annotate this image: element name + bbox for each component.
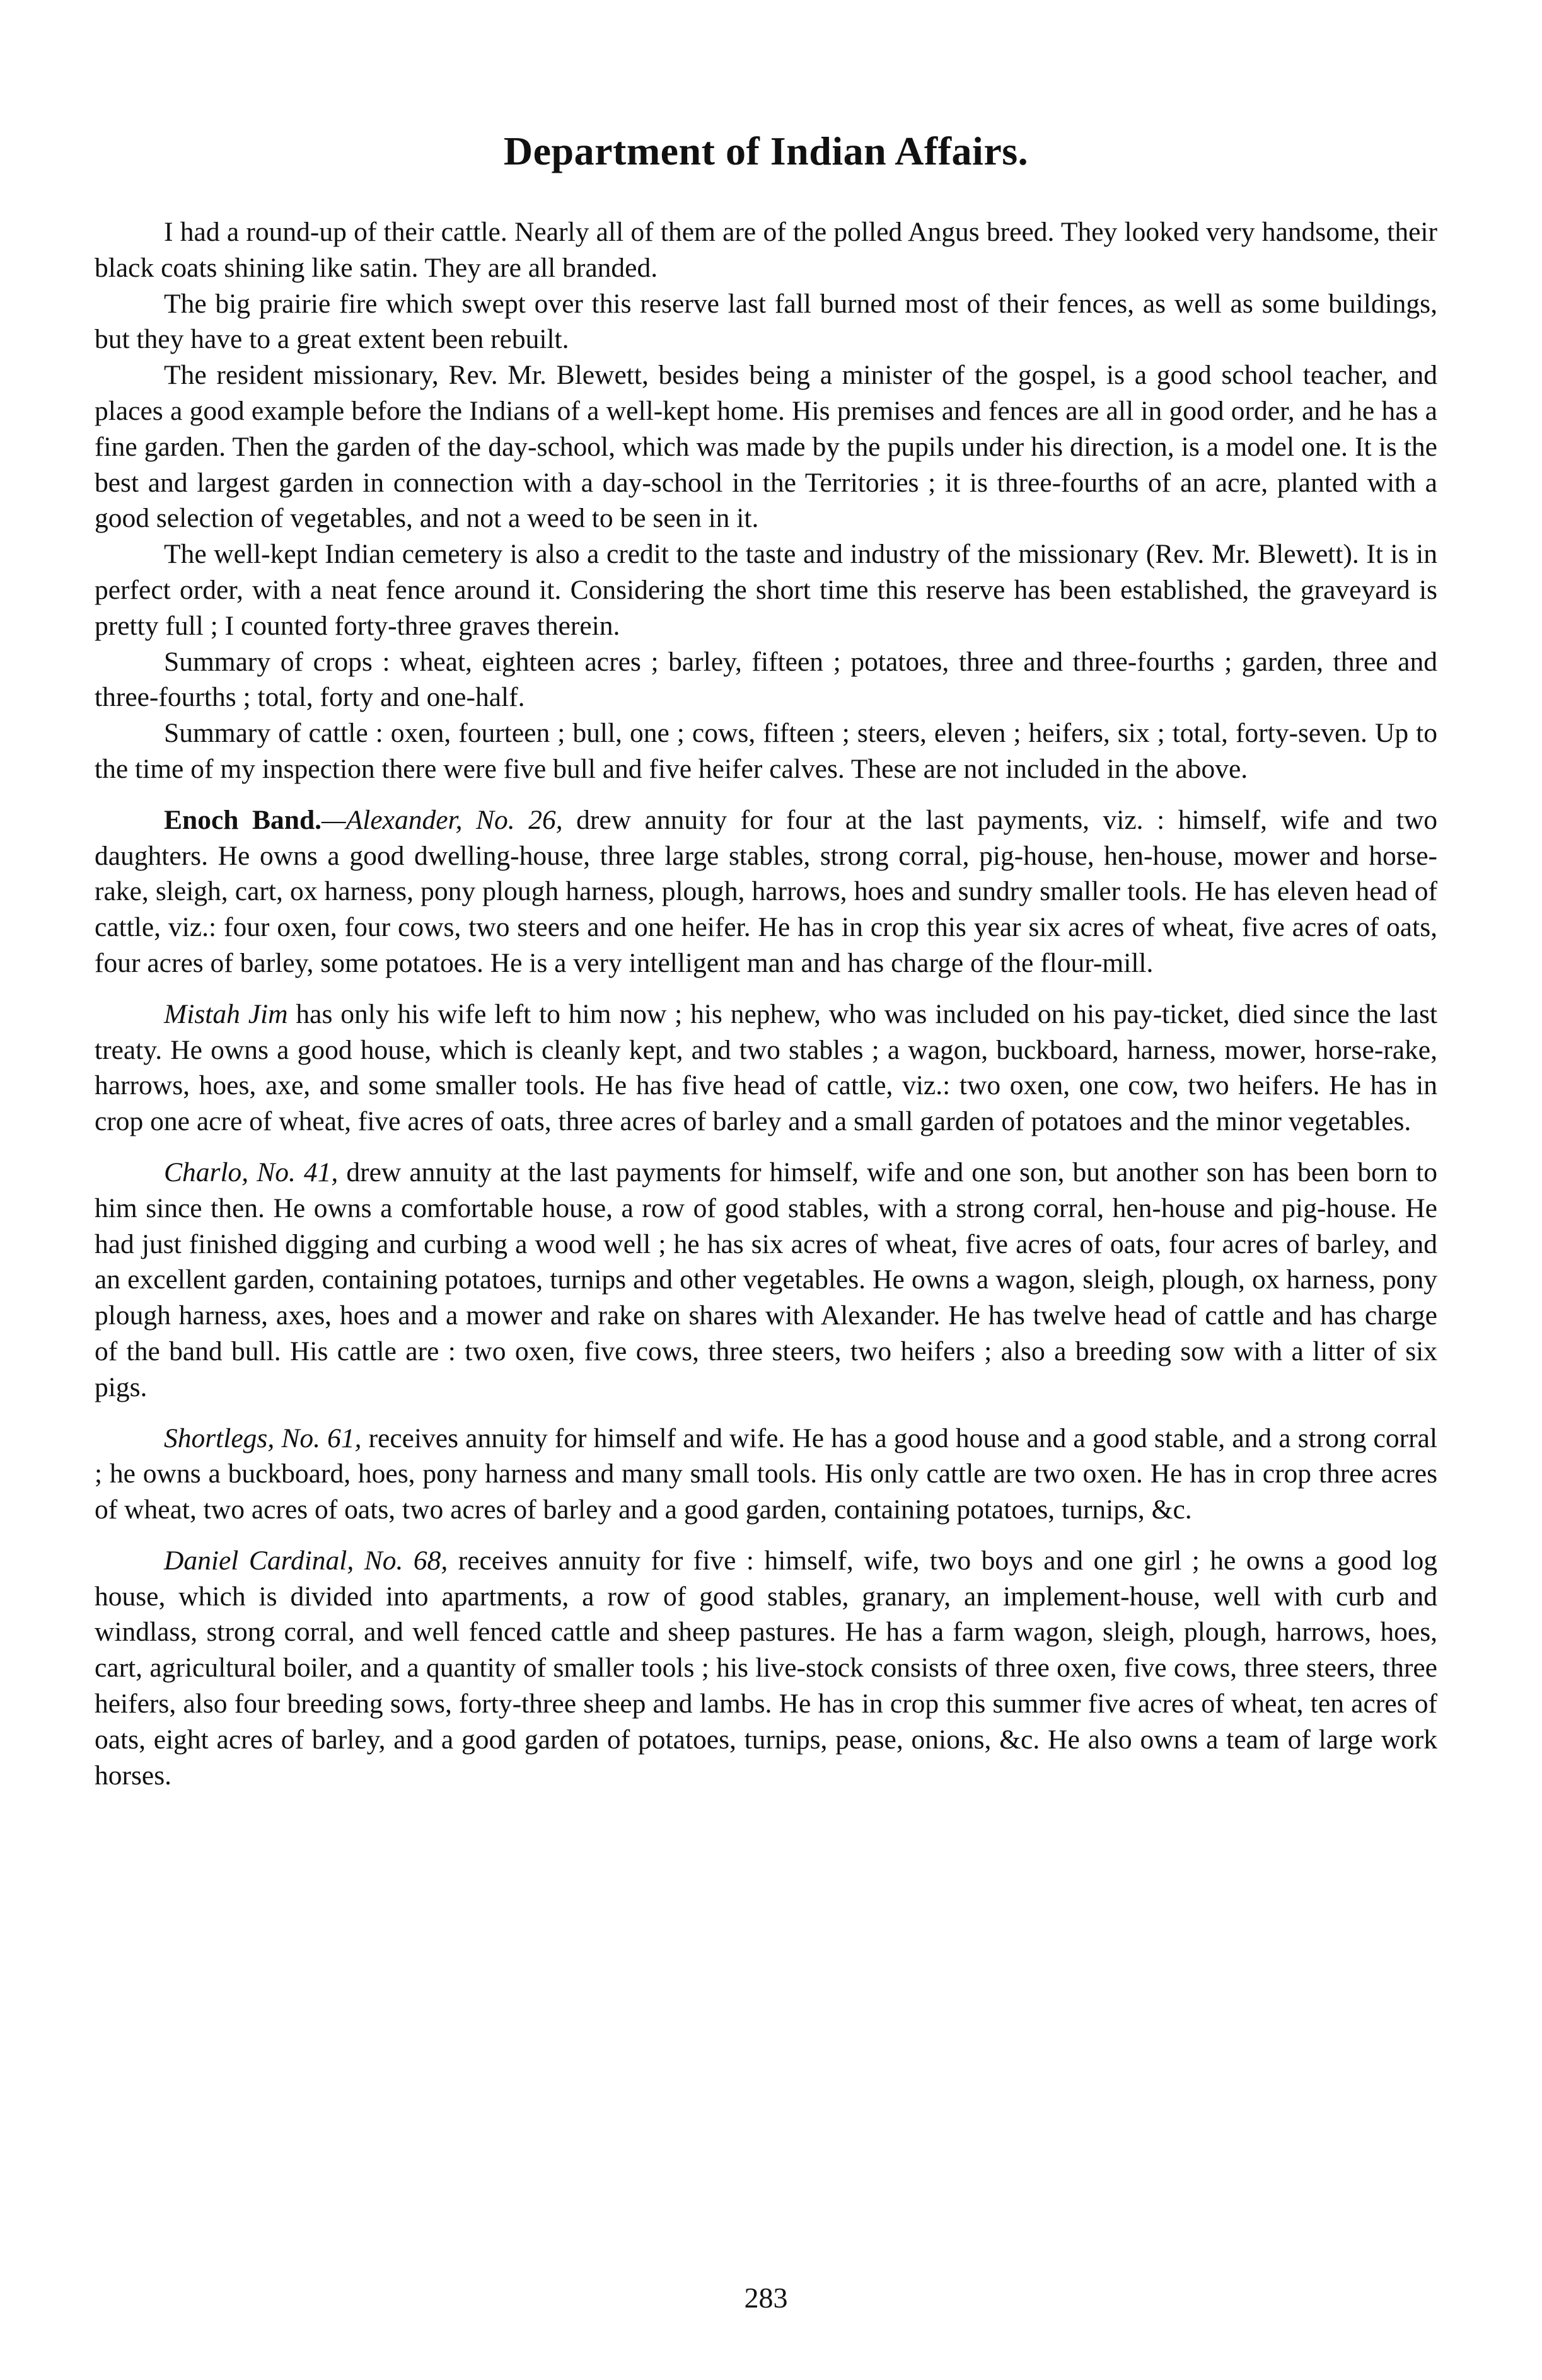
entry-person-name: Charlo, No. 41, xyxy=(164,1157,339,1187)
entry-daniel-cardinal xyxy=(95,1543,1437,1794)
page-number: 283 xyxy=(744,2282,788,2314)
paragraph-cattle-summary: Summary of cattle : oxen, fourteen ; bull, one ; cows, fifteen ; steers, eleven ; heifers, six ; total, forty-seven. Up to the time of my inspection there were five bull and five heifer calves. These are not included in the above. xyxy=(95,718,1437,784)
entry-band-name: Enoch Band. xyxy=(164,804,322,835)
page-title: Department of Indian Affairs. xyxy=(503,129,1029,173)
entry-person-name: Mistah Jim xyxy=(164,998,288,1029)
paragraph-cemetery: The well-kept Indian cemetery is also a credit to the taste and industry of the missionary (Rev. Mr. Blewett). It is in perfect order, with a neat fence around it. Considering the short time this reserve has been established, the graveyard is pretty full ; I counted forty-three graves therein. xyxy=(95,539,1437,641)
paragraph-cattle-roundup: I had a round-up of their cattle. Nearly all of them are of the polled Angus breed. They looked very handsome, their black coats shining like satin. They are all branded. xyxy=(95,217,1437,283)
entry-enoch-band xyxy=(95,802,1437,981)
paragraph-crop-summary: Summary of crops : wheat, eighteen acres ; barley, fifteen ; potatoes, three and three-fourths ; garden, three and three-fourths ; total, forty and one-half. xyxy=(95,646,1437,713)
entry-text: has only his wife left to him now ; his nephew, who was included on his pay-ticket, died since the last treaty. He owns a good house, which is cleanly kept, and two stables ; a wagon, buckboard, harness, mower, horse-rake, harrows, hoes, axe, and some smaller tools. He has five head of cattle, viz.: two oxen, one cow, two heifers. He has in crop one acre of wheat, five acres of oats, three acres of barley and a small garden of potatoes and the minor vegetables. xyxy=(95,998,1437,1137)
entry-text: drew annuity at the last payments for himself, wife and one son, but another son has been born to him since then. He owns a comfortable house, a row of good stables, with a strong corral, hen-house and pig-house. He had just finished digging and curbing a wood well ; he has six acres of wheat, five acres of oats, four acres of barley, and an excellent garden, containing potatoes, turnips and other vegetables. He owns a wagon, sleigh, plough, ox harness, pony plough harness, axes, hoes and a mower and rake on shares with Alexander. He has twelve head of cattle and has charge of the band bull. His cattle are : two oxen, five cows, three steers, two heifers ; also a breeding sow with a litter of six pigs. xyxy=(95,1157,1437,1402)
paragraph-prairie-fire: The big prairie fire which swept over this reserve last fall burned most of their fences, as well as some buildings, but they have to a great extent been rebuilt. xyxy=(95,288,1437,355)
entry-charlo xyxy=(95,1155,1437,1406)
entry-person-name: Daniel Cardinal, No. 68, xyxy=(164,1545,448,1576)
entry-shortlegs xyxy=(95,1421,1437,1528)
paragraph-missionary: The resident missionary, Rev. Mr. Blewett, besides being a minister of the gospel, is a good school teacher, and places a good example before the Indians of a well-kept home. His premises and fences are all in good order, and he has a fine garden. Then the garden of the day-school, which was made by the pupils under his direction, is a model one. It is the best and largest garden in connection with a day-school in the Territories ; it is three-fourths of an acre, planted with a good selection of vegetables, and not a weed to be seen in it. xyxy=(95,360,1437,534)
entry-text: receives annuity for five : himself, wife, two boys and one girl ; he owns a good log house, which is divided into apartments, a row of good stables, granary, an implement-house, well with curb and windlass, strong corral, and well fenced cattle and sheep pastures. He has a farm wagon, sleigh, plough, harrows, hoes, cart, agricultural boiler, and a quantity of smaller tools ; his live-stock consists of three oxen, five cows, three steers, three heifers, also four breeding sows, forty-three sheep and lambs. He has in crop this summer five acres of wheat, ten acres of oats, eight acres of barley, and a good garden of potatoes, turnips, pease, onions, &c. He also owns a team of large work horses. xyxy=(95,1545,1437,1791)
entry-text: receives annuity for himself and wife. He has a good house and a good stable, and a strong corral ; he owns a buckboard, hoes, pony harness and many small tools. His only cattle are two oxen. He has in crop three acres of wheat, two acres of oats, two acres of barley and a good garden, containing potatoes, turnips, &c. xyxy=(95,1423,1437,1525)
entry-person-name: —Alexander, No. 26, xyxy=(322,804,563,835)
entry-person-name: Shortlegs, No. 61, xyxy=(164,1423,362,1453)
entry-mistah-jim xyxy=(95,996,1437,1140)
entry-text: drew annuity for four at the last payments, viz. : himself, wife and two daughters. He owns a good dwelling-house, three large stables, strong corral, pig-house, hen-house, mower and horse-rake, sleigh, cart, ox harness, pony plough harness, plough, harrows, hoes and sundry smaller tools. He has eleven head of cattle, viz.: four oxen, four cows, two steers and one heifer. He has in crop this year six acres of wheat, five acres of oats, four acres of barley, some potatoes. He is a very intelligent man and has charge of the flour-mill. xyxy=(95,804,1437,978)
document-page xyxy=(95,126,1437,2319)
